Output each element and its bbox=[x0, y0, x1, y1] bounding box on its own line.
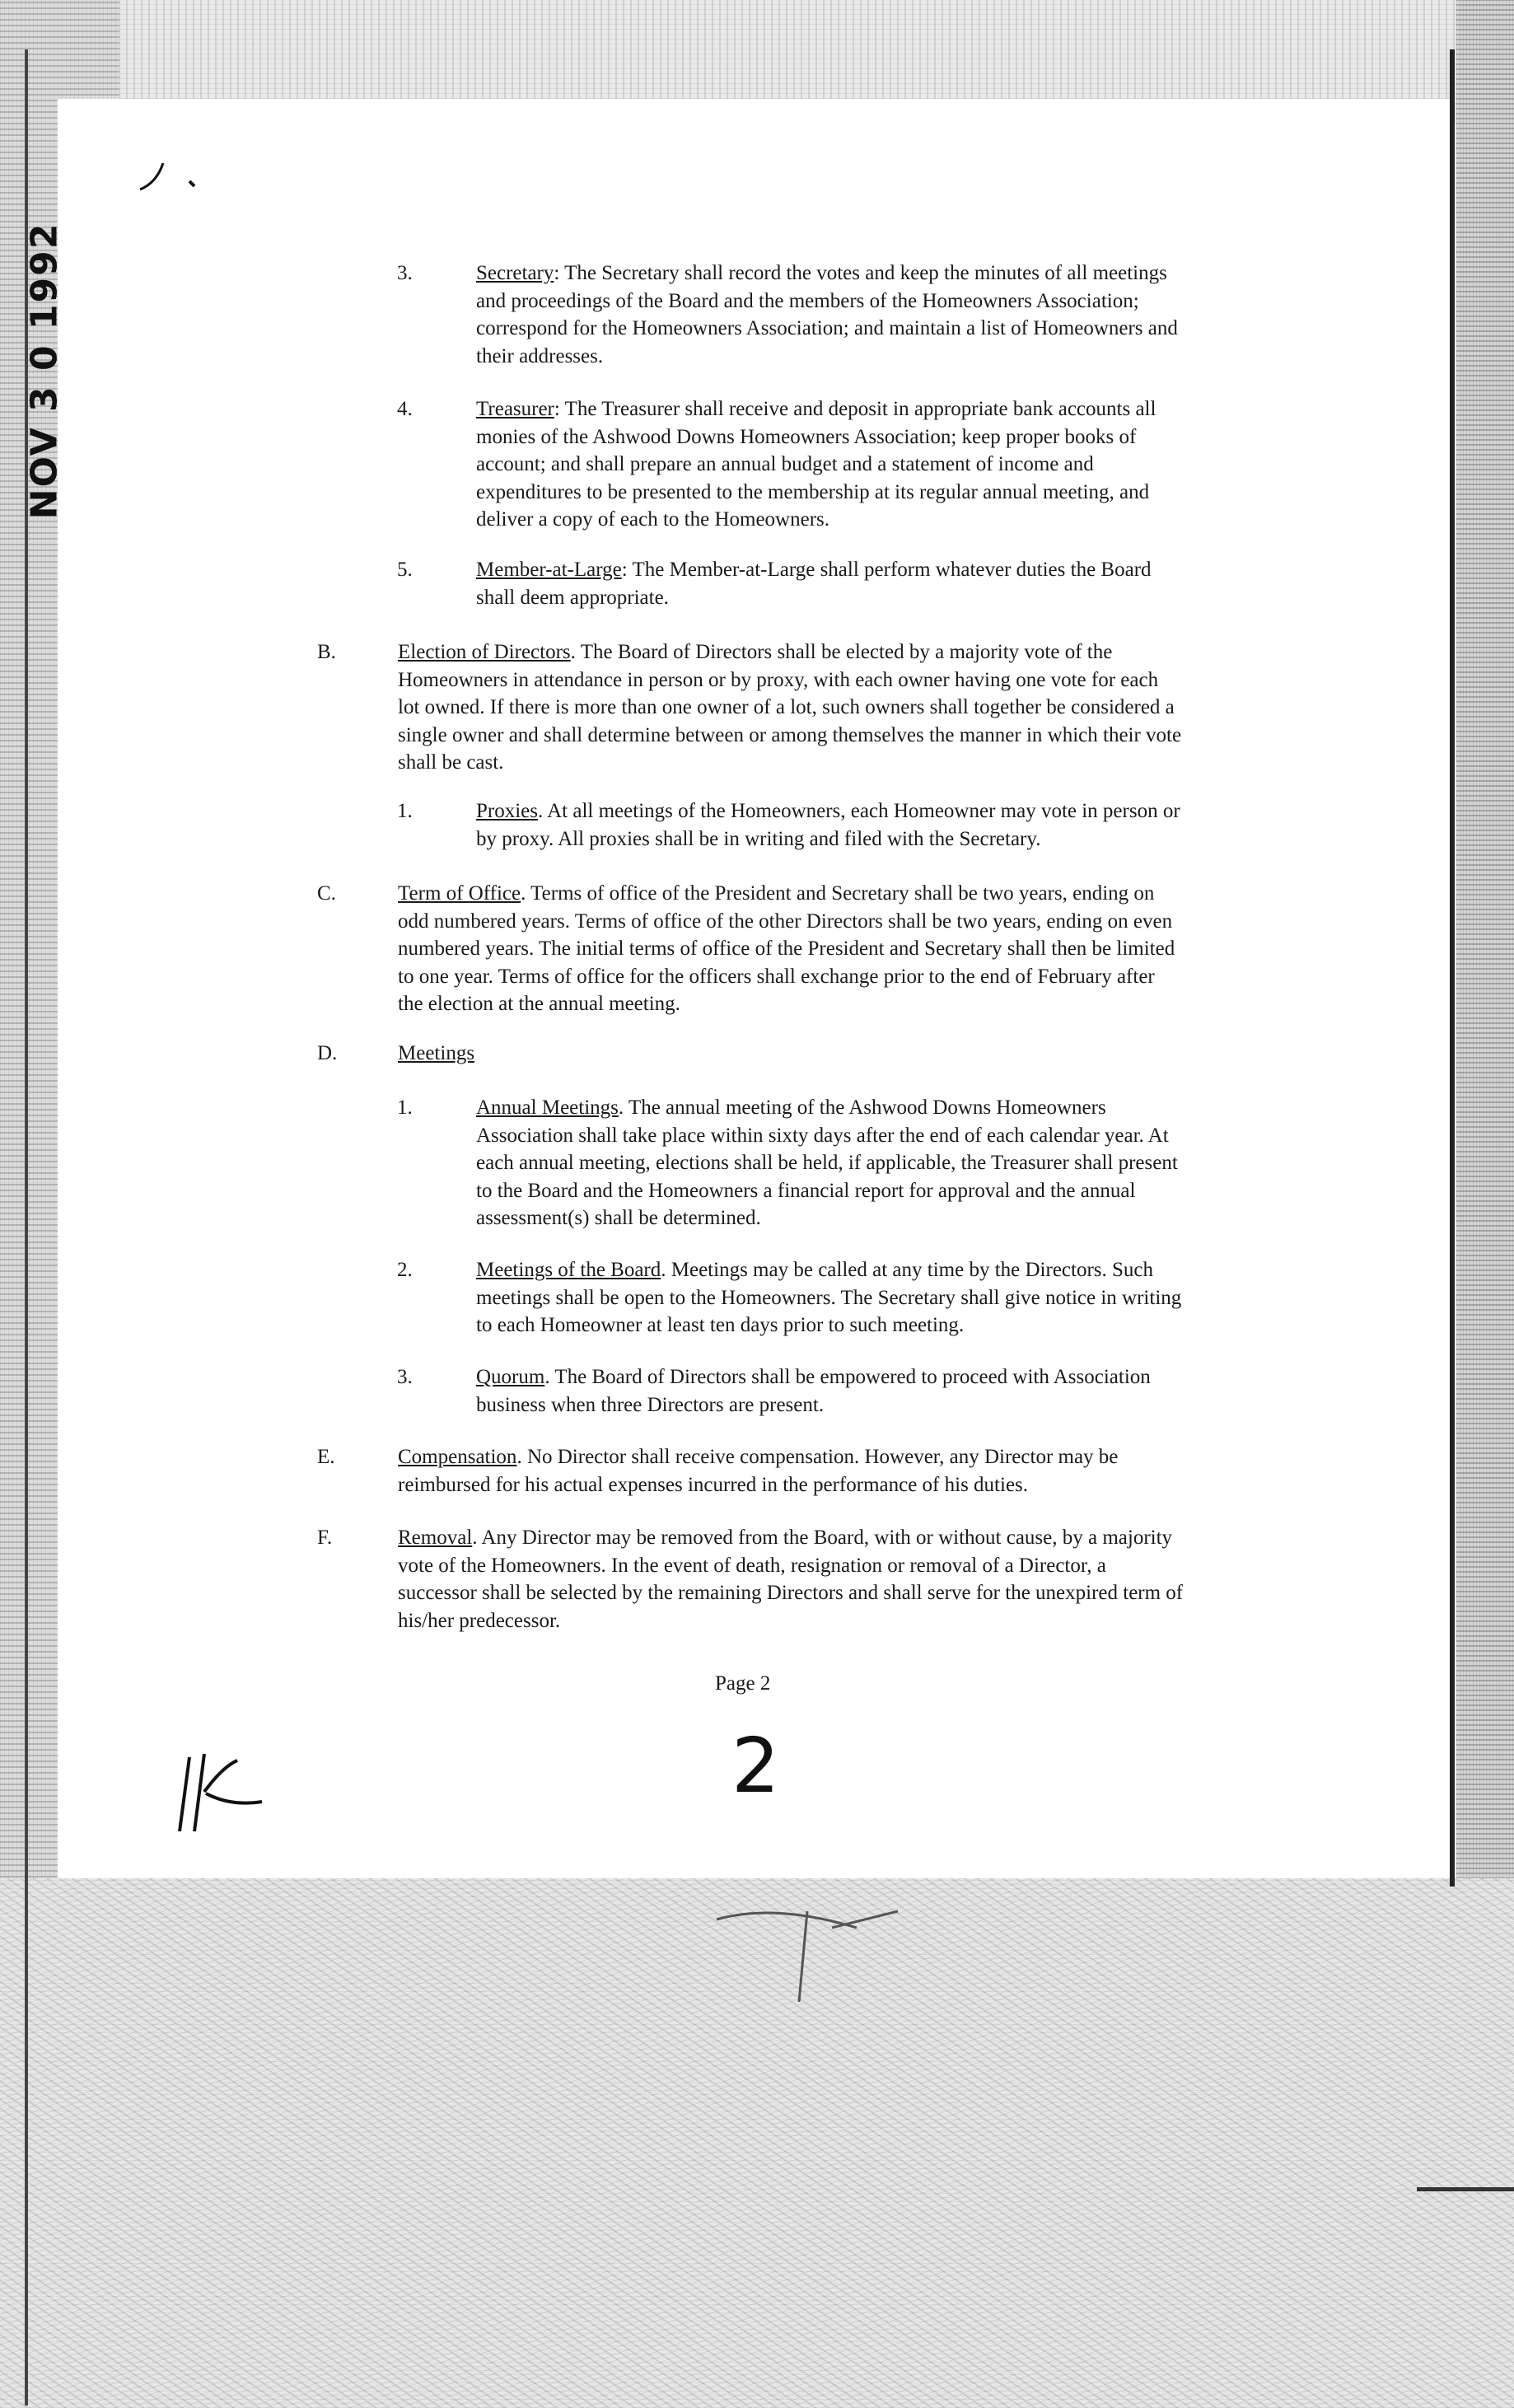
section-marker: B. bbox=[317, 641, 336, 663]
paragraph-meetings bbox=[398, 1040, 1296, 1068]
text-line: . The Board of Directors shall be empowered to proceed with Association bbox=[544, 1366, 1151, 1388]
item-marker: 4. bbox=[397, 398, 413, 420]
text-line: . Meetings may be called at any time by the Directors. Such bbox=[661, 1259, 1154, 1281]
item-marker: 5. bbox=[397, 559, 413, 581]
text-line: monies of the Ashwood Downs Homeowners Association; keep proper books of bbox=[476, 425, 1137, 448]
handwritten-page-number: 2 bbox=[731, 1722, 780, 1810]
date-stamp: NOV 3 0 1992 bbox=[23, 222, 66, 520]
heading-election-of-directors: Election of Directors bbox=[398, 641, 571, 663]
text-line: . Terms of office of the President and Secretary shall be two years, ending on bbox=[521, 882, 1155, 905]
text-line: single owner and shall determine between or among themselves the manner in which their vote bbox=[398, 723, 1182, 746]
text-line: Homeowners in attendance in person or by proxy, with each owner having one vote for each bbox=[398, 668, 1159, 691]
heading-meetings: Meetings bbox=[398, 1042, 475, 1064]
text-line: to each Homeowner at least ten days prior to such meeting. bbox=[476, 1314, 965, 1336]
text-line: Association shall take place within sixty days after the end of each calendar year. At bbox=[476, 1124, 1169, 1147]
page-number-label: Page 2 bbox=[715, 1672, 771, 1695]
section-marker: E. bbox=[317, 1446, 335, 1468]
paragraph-treasurer bbox=[476, 395, 1300, 534]
text-line: the election at the annual meeting. bbox=[398, 993, 680, 1015]
heading-compensation: Compensation bbox=[398, 1446, 517, 1468]
heading-removal: Removal bbox=[398, 1527, 473, 1549]
section-marker: F. bbox=[317, 1527, 333, 1549]
text-line: numbered years. The initial terms of office of the President and Secretary shall then be limited bbox=[398, 937, 1175, 960]
text-line: expenditures to be presented to the membership at its regular annual meeting, and bbox=[476, 480, 1150, 503]
text-line: to one year. Terms of office for the officers shall exchange prior to the end of February after bbox=[398, 965, 1155, 988]
item-marker: 3. bbox=[397, 262, 413, 284]
text-line: : The Treasurer shall receive and deposit in appropriate bank accounts all bbox=[554, 398, 1157, 420]
paragraph-annual-meetings bbox=[476, 1094, 1300, 1232]
paragraph-compensation bbox=[398, 1443, 1296, 1499]
item-marker: 1. bbox=[397, 800, 413, 822]
text-line: . No Director shall receive compensation. However, any Director may be bbox=[516, 1446, 1119, 1468]
text-line: odd numbered years. Terms of office of the other Directors shall be two years, ending on even bbox=[398, 909, 1173, 933]
heading-term-of-office: Term of Office bbox=[398, 882, 521, 905]
paragraph-removal bbox=[398, 1524, 1296, 1634]
text-line: meetings shall be open to the Homeowners. The Secretary shall give notice in writing bbox=[476, 1286, 1182, 1309]
paragraph-quorum bbox=[476, 1363, 1300, 1419]
handwritten-tick-mark bbox=[132, 157, 206, 206]
heading-member-at-large: Member-at-Large bbox=[476, 559, 622, 581]
text-line: shall be cast. bbox=[398, 751, 504, 774]
scan-edge-bottom bbox=[1417, 2187, 1514, 2191]
heading-treasurer: Treasurer bbox=[476, 398, 554, 420]
text-line: and proceedings of the Board and the members of the Homeowners Association; bbox=[476, 289, 1139, 312]
item-marker: 2. bbox=[397, 1259, 413, 1281]
paragraph-member-at-large bbox=[476, 556, 1300, 611]
paragraph-election-of-directors bbox=[398, 638, 1296, 777]
paragraph-secretary bbox=[476, 260, 1300, 370]
paragraph-proxies bbox=[476, 797, 1300, 853]
handwritten-initials bbox=[165, 1742, 272, 1837]
text-line: business when three Directors are present. bbox=[476, 1393, 825, 1416]
heading-secretary: Secretary bbox=[476, 262, 554, 284]
text-line: successor shall be selected by the remaining Directors and shall serve for the unexpired term of bbox=[398, 1582, 1184, 1604]
text-line: correspond for the Homeowners Association; and maintain a list of Homeowners and bbox=[476, 317, 1178, 339]
text-line: . The annual meeting of the Ashwood Downs Homeowners bbox=[618, 1096, 1106, 1119]
heading-quorum: Quorum bbox=[476, 1366, 545, 1388]
section-marker: D. bbox=[317, 1042, 338, 1064]
paragraph-meetings-of-the-board bbox=[476, 1256, 1300, 1340]
text-line: each annual meeting, elections shall be held, if applicable, the Treasurer shall present bbox=[476, 1152, 1178, 1174]
text-line: by proxy. All proxies shall be in writing and filed with the Secretary. bbox=[476, 827, 1041, 850]
paragraph-term-of-office bbox=[398, 880, 1296, 1018]
text-line: their addresses. bbox=[476, 344, 604, 367]
text-line: assessment(s) shall be determined. bbox=[476, 1207, 761, 1229]
text-line: vote of the Homeowners. In the event of death, resignation or removal of a Director, a bbox=[398, 1554, 1106, 1577]
text-line: : The Member-at-Large shall perform whatever duties the Board bbox=[621, 559, 1152, 581]
text-line: lot owned. If there is more than one owner of a lot, such owners shall together be considered a bbox=[398, 696, 1175, 718]
scan-edge-right bbox=[1450, 49, 1455, 1887]
text-line: . Any Director may be removed from the Board, with or without cause, by a majority bbox=[472, 1527, 1173, 1549]
text-line: account; and shall prepare an annual budget and a statement of income and bbox=[476, 453, 1094, 475]
heading-annual-meetings: Annual Meetings bbox=[476, 1096, 619, 1119]
text-line: reimbursed for his actual expenses incurred in the performance of his duties. bbox=[398, 1473, 1029, 1496]
section-marker: C. bbox=[317, 882, 336, 905]
text-line: to the Board and the Homeowners a financial report for approval and the annual bbox=[476, 1179, 1136, 1202]
text-line: . The Board of Directors shall be elected by a majority vote of the bbox=[570, 641, 1113, 663]
text-line: . At all meetings of the Homeowners, each Homeowner may vote in person or bbox=[538, 800, 1180, 822]
text-line: : The Secretary shall record the votes and keep the minutes of all meetings bbox=[554, 262, 1167, 284]
heading-meetings-of-the-board: Meetings of the Board bbox=[476, 1259, 661, 1281]
item-marker: 3. bbox=[397, 1366, 413, 1388]
heading-proxies: Proxies bbox=[476, 800, 538, 822]
text-line: his/her predecessor. bbox=[398, 1609, 561, 1632]
scan-artefact-scribble bbox=[708, 1895, 923, 2010]
item-marker: 1. bbox=[397, 1096, 413, 1119]
text-line: deliver a copy of each to the Homeowners. bbox=[476, 508, 830, 531]
text-line: shall deem appropriate. bbox=[476, 586, 669, 609]
